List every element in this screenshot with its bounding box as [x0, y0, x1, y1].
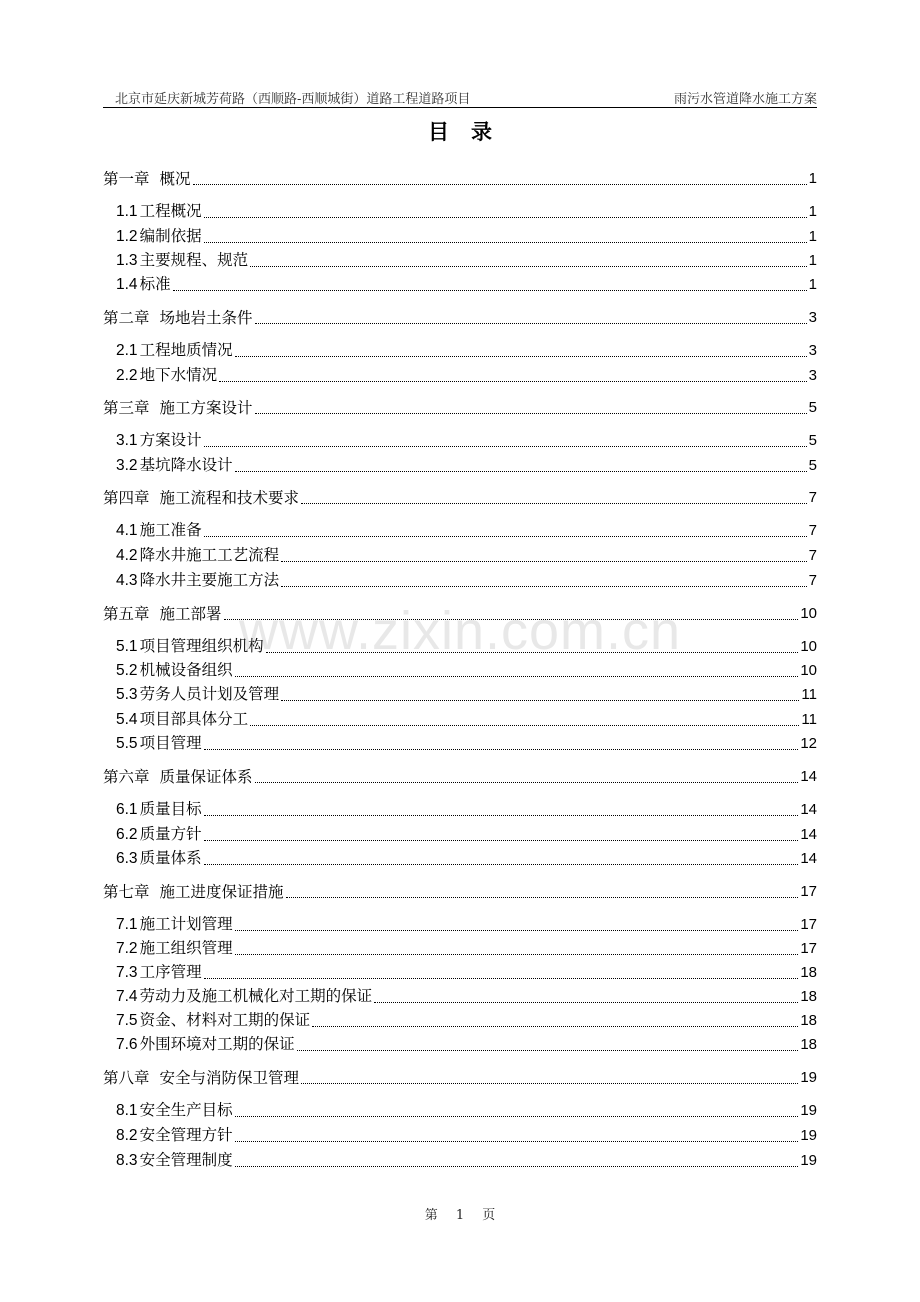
toc-dot-leader	[173, 290, 807, 291]
toc-entry-number: 4.3	[116, 572, 138, 589]
toc-title: 目录	[428, 119, 514, 144]
toc-entry-number: 6.3	[116, 850, 138, 867]
toc-entry-number: 3.1	[116, 432, 138, 449]
toc-entry-title: 施工进度保证措施	[159, 883, 284, 901]
toc-dot-leader	[250, 725, 799, 726]
toc-entry-title: 工序管理	[139, 963, 202, 981]
toc-page-number: 18	[800, 1012, 817, 1029]
toc-section-entry[interactable]	[103, 455, 817, 477]
toc-section-entry[interactable]	[103, 733, 817, 755]
toc-entry-number: 1.3	[116, 252, 138, 269]
toc-entry-title: 施工组织管理	[139, 939, 233, 957]
toc-page-number: 19	[800, 1069, 817, 1086]
toc-entry-label	[103, 307, 253, 329]
toc-entry-label	[116, 1149, 233, 1172]
toc-entry-label	[103, 603, 222, 625]
toc-entry-label	[116, 1033, 295, 1056]
toc-entry-label	[116, 429, 202, 452]
toc-page-number: 18	[800, 1036, 817, 1053]
toc-entry-number: 2.1	[116, 342, 138, 359]
toc-section-entry[interactable]	[103, 274, 817, 296]
toc-section-entry[interactable]	[103, 250, 817, 272]
toc-dot-leader	[235, 1166, 799, 1167]
toc-entry-number: 5.5	[116, 735, 138, 752]
toc-section-entry[interactable]	[103, 1010, 817, 1032]
toc-dot-leader	[255, 413, 807, 414]
toc-page-number: 19	[800, 1102, 817, 1119]
toc-section-entry[interactable]	[103, 684, 817, 706]
toc-section-entry[interactable]	[103, 430, 817, 452]
toc-entry-title: 安全管理方针	[139, 1126, 233, 1144]
toc-entry-title: 项目管理	[139, 734, 202, 752]
toc-entry-title: 资金、材料对工期的保证	[139, 1011, 311, 1029]
toc-section-entry[interactable]	[103, 226, 817, 248]
toc-dot-leader	[235, 954, 799, 955]
toc-dot-leader	[204, 749, 799, 750]
toc-entry-title: 安全管理制度	[139, 1151, 233, 1169]
toc-section-entry[interactable]	[103, 1150, 817, 1172]
toc-dot-leader	[204, 446, 807, 447]
toc-section-entry[interactable]	[103, 636, 817, 658]
toc-page-number: 17	[800, 940, 817, 957]
toc-chapter-entry[interactable]	[103, 1067, 817, 1089]
toc-entry-title: 主要规程、规范	[139, 251, 249, 269]
toc-dot-leader	[235, 1141, 799, 1142]
toc-entry-number: 5.4	[116, 711, 138, 728]
toc-dot-leader	[312, 1026, 798, 1027]
toc-entry-number: 4.2	[116, 547, 138, 564]
toc-dot-leader	[204, 242, 807, 243]
toc-entry-title: 质量体系	[139, 849, 202, 867]
toc-entry-label	[103, 168, 191, 190]
toc-entry-title: 机械设备组织	[139, 661, 233, 679]
toc-dot-leader	[224, 619, 799, 620]
toc-page-number: 14	[800, 768, 817, 785]
toc-dot-leader	[235, 930, 799, 931]
toc-dot-leader	[250, 266, 807, 267]
toc-page-number: 17	[800, 916, 817, 933]
toc-entry-title: 施工方案设计	[159, 399, 253, 417]
toc-chapter-entry[interactable]	[103, 168, 817, 190]
header-document-title: 雨污水管道降水施工方案	[673, 92, 817, 107]
toc-page-number: 7	[808, 547, 817, 564]
toc-entry-label	[116, 454, 233, 477]
toc-entry-label	[103, 1067, 299, 1089]
toc-entry-number: 3.2	[116, 457, 138, 474]
toc-entry-title: 降水井施工工艺流程	[139, 546, 280, 564]
toc-page-number: 19	[800, 1152, 817, 1169]
toc-page-number: 11	[801, 686, 817, 703]
toc-section-entry[interactable]	[103, 709, 817, 731]
toc-entry-label	[116, 708, 248, 731]
toc-chapter-entry[interactable]	[103, 603, 817, 625]
toc-entry-title: 项目部具体分工	[139, 710, 249, 728]
toc-entry-number: 第二章	[103, 309, 150, 327]
toc-page-number: 7	[808, 522, 817, 539]
toc-page-number: 14	[800, 850, 817, 867]
toc-entry-title: 安全生产目标	[139, 1101, 233, 1119]
toc-entry-label	[116, 339, 233, 362]
toc-entry-label	[116, 659, 233, 682]
toc-entry-label	[116, 985, 372, 1008]
toc-page-number: 18	[800, 964, 817, 981]
toc-page-number: 7	[808, 489, 817, 506]
header-project-title: 北京市延庆新城芳荷路（西顺路-西顺城街）道路工程道路项目	[115, 92, 471, 107]
toc-page-number: 3	[808, 342, 817, 359]
toc-entry-title: 劳动力及施工机械化对工期的保证	[139, 987, 373, 1005]
toc-entry-label	[116, 519, 202, 542]
toc-entry-number: 第三章	[103, 399, 150, 417]
toc-entry-title: 质量方针	[139, 825, 202, 843]
toc-page-number: 19	[800, 1127, 817, 1144]
toc-chapter-entry[interactable]	[103, 487, 817, 509]
toc-dot-leader	[204, 217, 807, 218]
toc-section-entry[interactable]	[103, 799, 817, 821]
toc-entry-label	[116, 273, 171, 296]
page-header	[103, 87, 817, 108]
page-footer: 第 1 页	[424, 1208, 496, 1223]
toc-dot-leader	[266, 652, 799, 653]
toc-entry-label	[116, 364, 217, 387]
toc-entry-number: 5.3	[116, 686, 138, 703]
toc-dot-leader	[219, 381, 807, 382]
toc-entry-title: 施工流程和技术要求	[159, 489, 300, 507]
toc-section-entry[interactable]	[103, 201, 817, 223]
toc-page-number: 18	[800, 988, 817, 1005]
toc-page-number: 3	[808, 367, 817, 384]
toc-section-entry[interactable]	[103, 848, 817, 870]
toc-page-number: 7	[808, 572, 817, 589]
toc-page-number: 5	[808, 399, 817, 416]
toc-entry-number: 7.3	[116, 964, 138, 981]
toc-entry-label	[103, 881, 284, 903]
toc-entry-label	[116, 249, 248, 272]
toc-page-number: 14	[800, 826, 817, 843]
toc-entry-number: 7.6	[116, 1036, 138, 1053]
toc-page-number: 1	[808, 170, 817, 187]
toc-entry-title: 质量保证体系	[159, 768, 253, 786]
toc-page-number: 10	[800, 605, 817, 622]
toc-entry-title: 施工部署	[159, 605, 222, 623]
toc-entry-number: 7.5	[116, 1012, 138, 1029]
toc-dot-leader	[204, 815, 799, 816]
toc-entry-number: 第六章	[103, 768, 150, 786]
toc-page-number: 10	[800, 638, 817, 655]
toc-entry-number: 5.1	[116, 638, 138, 655]
toc-entry-label	[116, 200, 202, 223]
toc-entry-number: 1.4	[116, 276, 138, 293]
toc-entry-number: 8.3	[116, 1152, 138, 1169]
toc-section-entry[interactable]	[103, 1034, 817, 1056]
toc-section-entry[interactable]	[103, 545, 817, 567]
toc-dot-leader	[204, 536, 807, 537]
toc-entry-label	[103, 487, 299, 509]
toc-entry-number: 1.2	[116, 228, 138, 245]
toc-entry-number: 2.2	[116, 367, 138, 384]
toc-entry-label	[116, 635, 264, 658]
toc-section-entry[interactable]	[103, 340, 817, 362]
toc-dot-leader	[204, 840, 799, 841]
toc-section-entry[interactable]	[103, 365, 817, 387]
toc-page-number: 1	[808, 203, 817, 220]
toc-entry-label	[116, 1099, 233, 1122]
toc-chapter-entry[interactable]	[103, 397, 817, 419]
toc-entry-title: 施工计划管理	[139, 915, 233, 933]
toc-dot-leader	[235, 356, 807, 357]
toc-entry-title: 降水井主要施工方法	[139, 571, 280, 589]
toc-entry-title: 安全与消防保卫管理	[159, 1069, 300, 1087]
toc-entry-label	[103, 397, 253, 419]
toc-entry-title: 概况	[159, 170, 191, 188]
toc-dot-leader	[255, 782, 799, 783]
toc-dot-leader	[204, 864, 799, 865]
toc-page-number: 1	[808, 228, 817, 245]
toc-entry-title: 施工准备	[139, 521, 202, 539]
toc-entry-label	[116, 544, 279, 567]
toc-entry-number: 6.2	[116, 826, 138, 843]
toc-entry-title: 外围环境对工期的保证	[139, 1035, 295, 1053]
toc-section-entry[interactable]	[103, 1125, 817, 1147]
toc-entry-number: 8.2	[116, 1127, 138, 1144]
toc-entry-number: 4.1	[116, 522, 138, 539]
toc-entry-title: 标准	[139, 275, 171, 293]
toc-entry-title: 劳务人员计划及管理	[139, 685, 280, 703]
toc-entry-number: 5.2	[116, 662, 138, 679]
toc-section-entry[interactable]	[103, 986, 817, 1008]
toc-page-number: 14	[800, 801, 817, 818]
toc-page-number: 10	[800, 662, 817, 679]
toc-entry-label	[116, 683, 279, 706]
toc-section-entry[interactable]	[103, 520, 817, 542]
toc-entry-number: 第五章	[103, 605, 150, 623]
toc-dot-leader	[235, 1116, 799, 1117]
toc-entry-number: 1.1	[116, 203, 138, 220]
toc-entry-number: 7.1	[116, 916, 138, 933]
toc-entry-label	[116, 823, 202, 846]
toc-entry-title: 工程概况	[139, 202, 202, 220]
watermark: www.zixin.com.cn	[238, 601, 682, 661]
toc-dot-leader	[204, 978, 799, 979]
toc-section-entry[interactable]	[103, 962, 817, 984]
toc-entry-number: 6.1	[116, 801, 138, 818]
toc-section-entry[interactable]	[103, 660, 817, 682]
toc-entry-label	[116, 1009, 310, 1032]
toc-entry-title: 场地岩土条件	[159, 309, 253, 327]
toc-dot-leader	[281, 586, 807, 587]
toc-entry-label	[116, 569, 279, 592]
toc-entry-label	[103, 766, 253, 788]
toc-dot-leader	[193, 184, 807, 185]
toc-page-number: 11	[801, 711, 817, 728]
toc-dot-leader	[374, 1002, 798, 1003]
toc-dot-leader	[297, 1050, 799, 1051]
toc-entry-label	[116, 1124, 233, 1147]
toc-entry-number: 7.2	[116, 940, 138, 957]
toc-section-entry[interactable]	[103, 938, 817, 960]
toc-dot-leader	[281, 700, 799, 701]
toc-entry-number: 第四章	[103, 489, 150, 507]
toc-entry-title: 地下水情况	[139, 366, 218, 384]
toc-chapter-entry[interactable]	[103, 307, 817, 329]
toc-page-number: 17	[800, 883, 817, 900]
toc-entry-number: 第七章	[103, 883, 150, 901]
toc-page-number: 5	[808, 457, 817, 474]
toc-entry-title: 工程地质情况	[139, 341, 233, 359]
toc-entry-label	[116, 732, 202, 755]
toc-page-number: 1	[808, 276, 817, 293]
toc-entry-title: 质量目标	[139, 800, 202, 818]
toc-entry-label	[116, 798, 202, 821]
toc-page-number: 1	[808, 252, 817, 269]
toc-page-number: 12	[800, 735, 817, 752]
toc-entry-number: 8.1	[116, 1102, 138, 1119]
toc-entry-label	[116, 913, 233, 936]
toc-dot-leader	[255, 323, 807, 324]
toc-entry-number: 第八章	[103, 1069, 150, 1087]
toc-entry-title: 基坑降水设计	[139, 456, 233, 474]
toc-dot-leader	[235, 471, 807, 472]
toc-entry-label	[116, 225, 202, 248]
toc-dot-leader	[281, 561, 807, 562]
toc-entry-number: 7.4	[116, 988, 138, 1005]
toc-section-entry[interactable]	[103, 570, 817, 592]
toc-section-entry[interactable]	[103, 1100, 817, 1122]
toc-section-entry[interactable]	[103, 824, 817, 846]
toc-chapter-entry[interactable]	[103, 766, 817, 788]
toc-dot-leader	[235, 676, 799, 677]
toc-dot-leader	[301, 1083, 798, 1084]
toc-entry-title: 项目管理组织机构	[139, 637, 264, 655]
toc-page-number: 5	[808, 432, 817, 449]
toc-dot-leader	[286, 897, 799, 898]
toc-entry-title: 编制依据	[139, 227, 202, 245]
toc-page-number: 3	[808, 309, 817, 326]
toc-entry-label	[116, 847, 202, 870]
toc-entry-label	[116, 937, 233, 960]
toc-chapter-entry[interactable]	[103, 881, 817, 903]
toc-entry-label	[116, 961, 202, 984]
toc-entry-title: 方案设计	[139, 431, 202, 449]
toc-entry-number: 第一章	[103, 170, 150, 188]
toc-section-entry[interactable]	[103, 914, 817, 936]
toc-dot-leader	[301, 503, 807, 504]
